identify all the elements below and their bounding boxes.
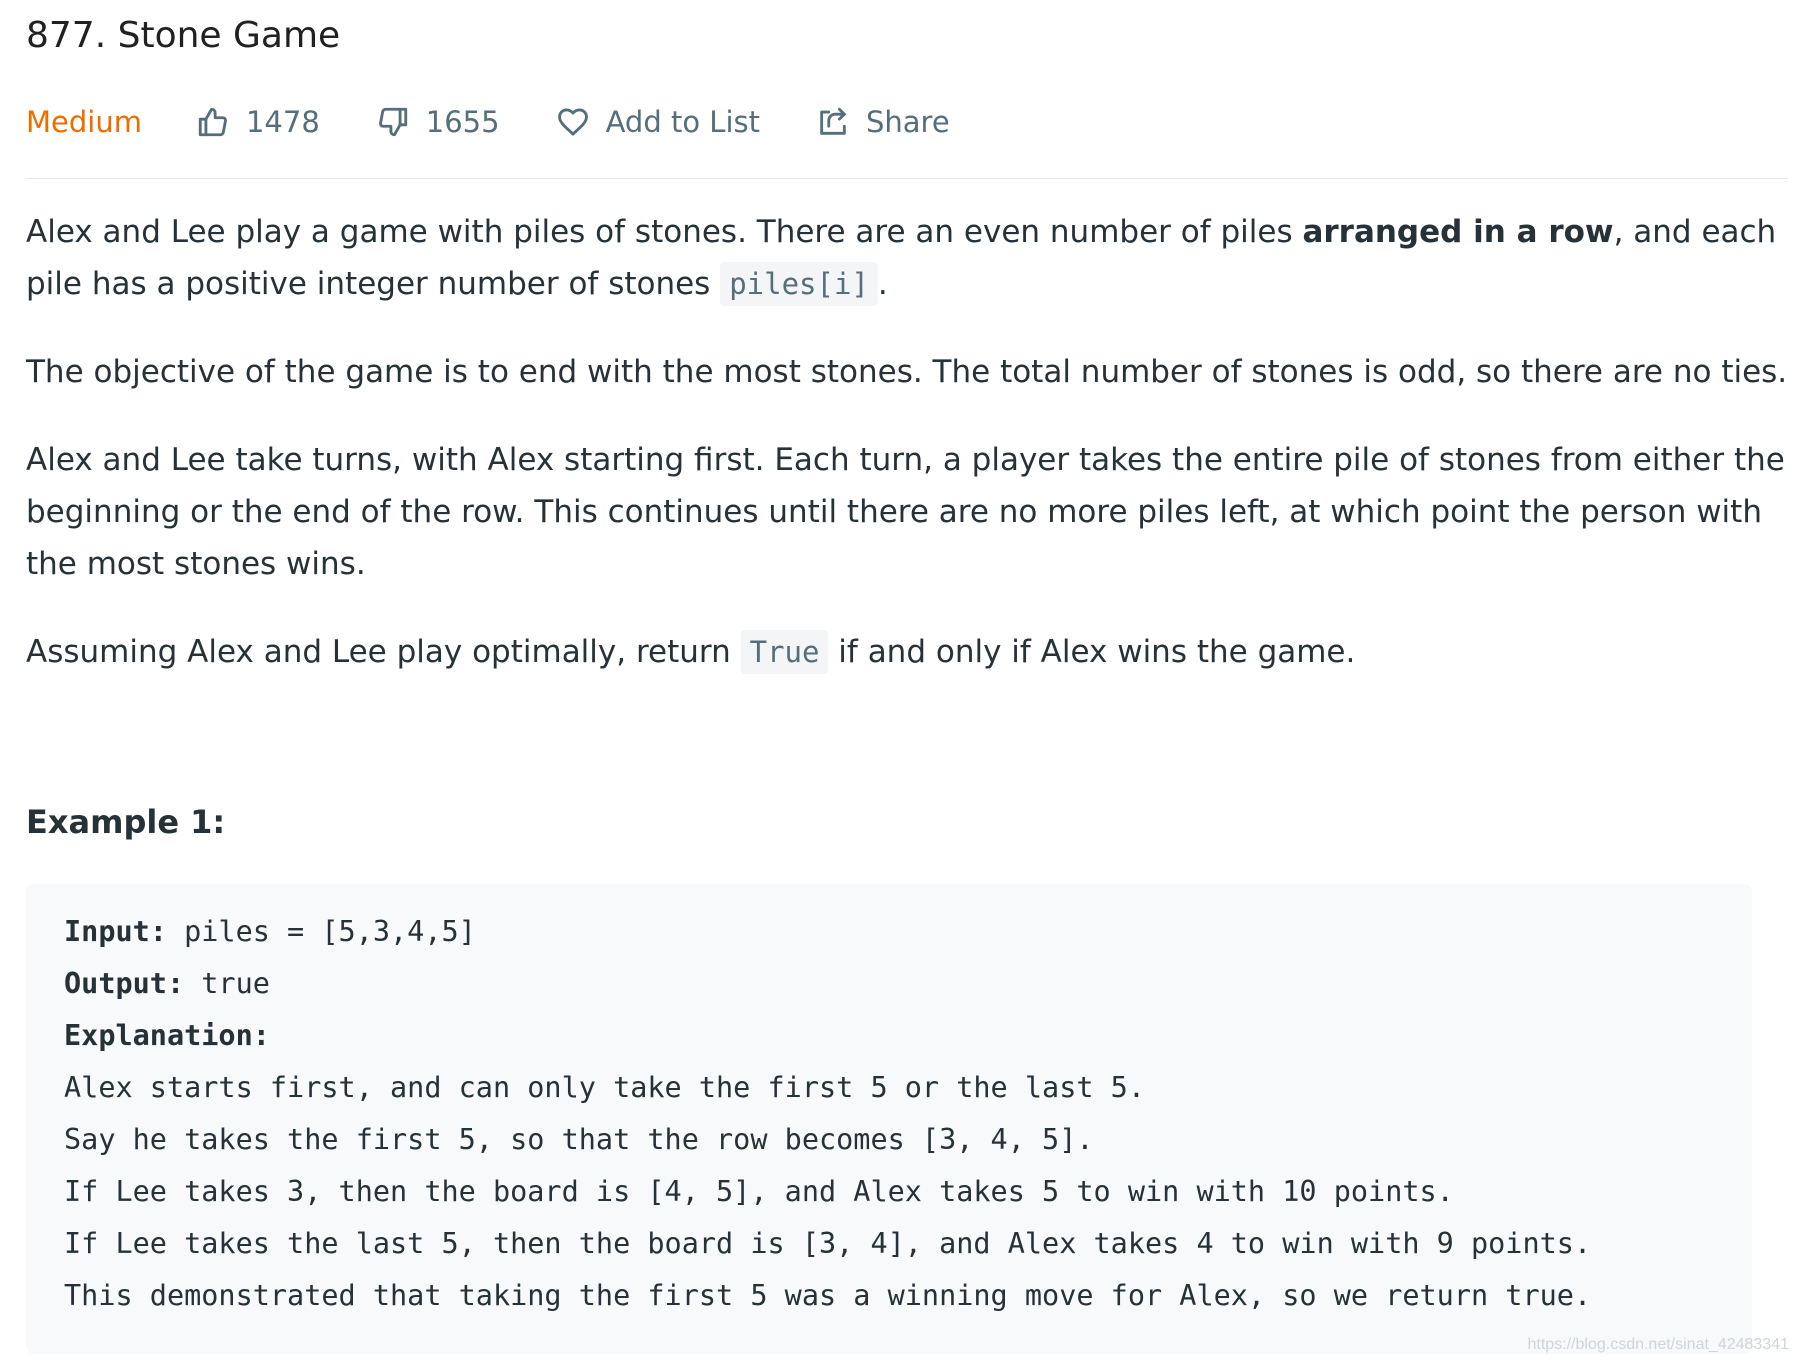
description-text: , and each pile has a positive integer number of stones (26, 214, 1777, 302)
share-button[interactable] (816, 105, 950, 139)
example-input-label: Input: (64, 915, 167, 948)
description-text: if and only if Alex wins the game. (828, 634, 1356, 670)
share-label: Share (865, 105, 950, 139)
problem-meta-bar (26, 94, 1797, 150)
example-explanation-label (64, 1010, 1752, 1062)
example-input-value: piles = [5,3,4,5] (166, 915, 476, 948)
example-output-line (64, 958, 1752, 1010)
thumbs-up-icon (196, 105, 230, 139)
explanation-line: Alex starts first, and can only take the first 5 or the last 5. (64, 1071, 1145, 1104)
explanation-label-text: Explanation: (64, 1019, 270, 1052)
inline-code-true: True (741, 630, 829, 674)
header-divider (26, 178, 1788, 179)
inline-code-piles: piles[i] (720, 262, 878, 306)
explanation-line: Say he takes the first 5, so that the row becomes [3, 4, 5]. (64, 1123, 1094, 1156)
explanation-line: This demonstrated that taking the first 5 was a winning move for Alex, so we return true. (64, 1279, 1592, 1312)
description-paragraph-4 (26, 626, 1797, 678)
example-output-label: Output: (64, 967, 185, 1000)
problem-page (26, 0, 1797, 1354)
explanation-line: If Lee takes the last 5, then the board is [3, 4], and Alex takes 4 to win with 9 points. (64, 1227, 1592, 1260)
like-button[interactable] (196, 105, 320, 139)
add-to-list-label: Add to List (605, 105, 760, 139)
description-bold-text: arranged in a row (1302, 214, 1614, 250)
example-code-block (26, 884, 1752, 1354)
problem-description (26, 206, 1797, 678)
problem-title: 877. Stone Game (26, 15, 341, 56)
description-text: Alex and Lee play a game with piles of stones. There are an even number of piles (26, 214, 1303, 250)
example-title: Example 1: (26, 803, 226, 841)
add-to-list-button[interactable] (556, 105, 760, 139)
example-input-line (64, 906, 1752, 958)
description-text: . (877, 266, 888, 302)
difficulty-badge: Medium (26, 105, 142, 139)
heart-icon (556, 105, 590, 139)
share-icon (816, 105, 850, 139)
dislike-button[interactable] (376, 105, 500, 139)
dislike-count: 1655 (425, 105, 500, 139)
thumbs-down-icon (376, 105, 410, 139)
description-text: Assuming Alex and Lee play optimally, return (26, 634, 741, 670)
description-paragraph-3: Alex and Lee take turns, with Alex starting first. Each turn, a player takes the entire pile of stones from either the beginning or the end of the row. This continues until there are no more piles left, at which point the person with the most stones wins. (26, 442, 1785, 582)
description-paragraph-2: The objective of the game is to end with the most stones. The total number of stones is odd, so there are no ties. (26, 354, 1788, 390)
description-paragraph-1 (26, 206, 1797, 310)
explanation-line: If Lee takes 3, then the board is [4, 5], and Alex takes 5 to win with 10 points. (64, 1175, 1454, 1208)
example-output-value: true (184, 967, 270, 1000)
like-count: 1478 (245, 105, 320, 139)
watermark: https://blog.csdn.net/sinat_42483341 (1527, 1336, 1789, 1353)
